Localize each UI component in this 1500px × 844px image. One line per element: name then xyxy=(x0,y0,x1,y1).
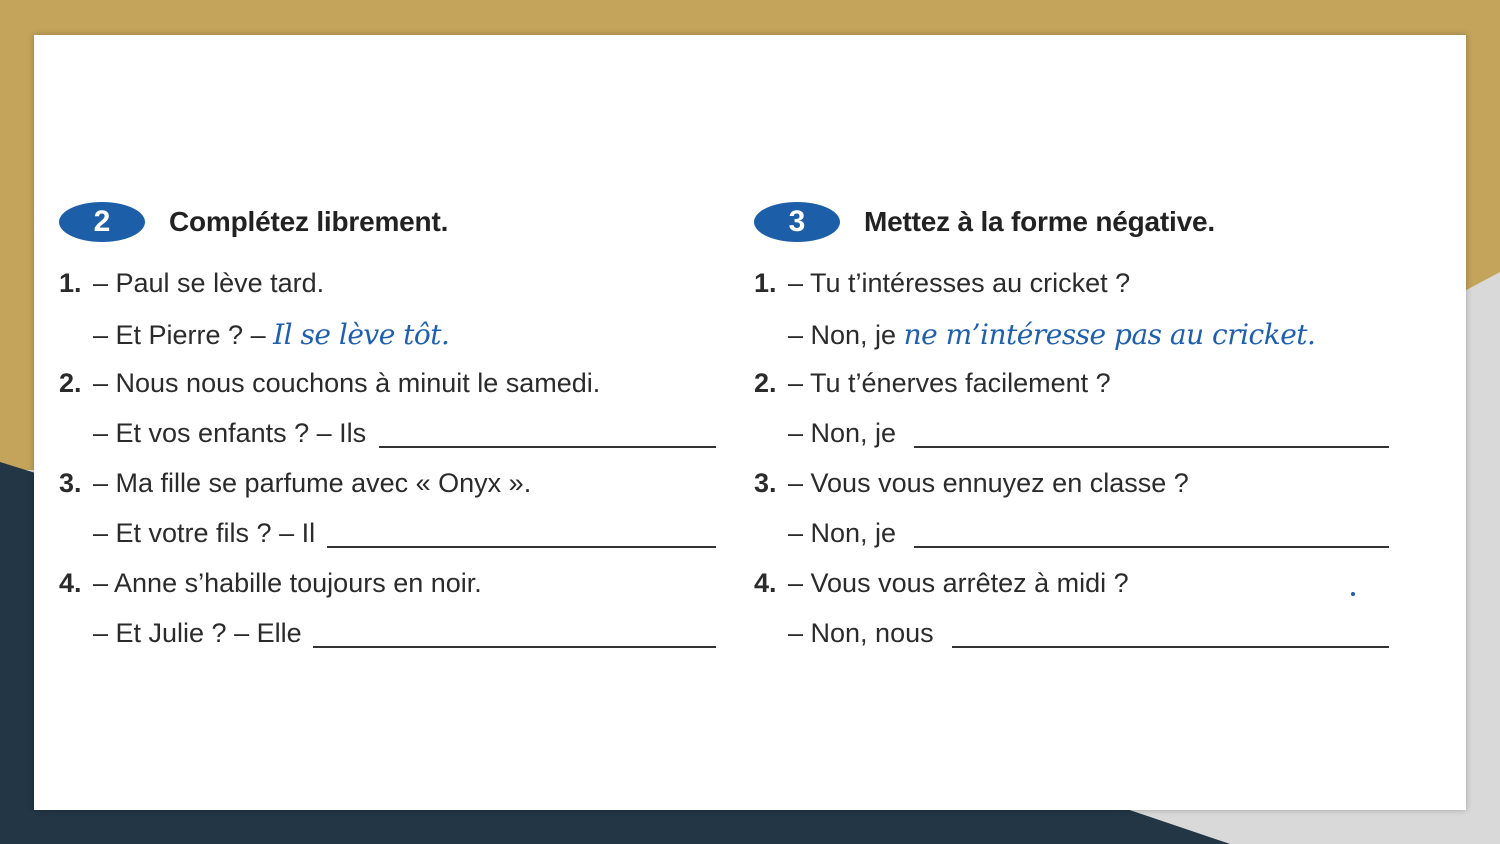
reply-line xyxy=(59,412,719,452)
reply-line xyxy=(754,312,1414,352)
reply-line xyxy=(754,612,1414,652)
statement: – Anne s’habille toujours en noir. xyxy=(93,568,482,598)
prompt: – Non, je xyxy=(788,518,897,548)
item-number: 3. xyxy=(754,468,777,498)
prompt: – Et Julie ? – Elle xyxy=(93,618,302,648)
question-line xyxy=(754,362,1414,402)
answer-blank[interactable] xyxy=(914,546,1389,548)
exercise-title: Mettez à la forme négative. xyxy=(864,206,1215,237)
ink-dot xyxy=(1351,592,1355,596)
question-line xyxy=(59,262,719,302)
answer-blank[interactable] xyxy=(379,446,716,448)
answer-blank[interactable] xyxy=(952,646,1389,648)
reply-line xyxy=(59,512,719,552)
question-line xyxy=(754,262,1414,302)
statement: – Ma fille se parfume avec « Onyx ». xyxy=(93,468,532,498)
exercise-2-header xyxy=(59,200,719,244)
question-line xyxy=(754,462,1414,502)
prompt: – Non, je xyxy=(788,320,897,350)
question-line xyxy=(59,462,719,502)
worksheet-card xyxy=(34,35,1466,810)
statement: – Nous nous couchons à minuit le samedi. xyxy=(93,368,601,398)
prompt: – Et vos enfants ? – Ils xyxy=(93,418,367,448)
handwritten-answer: Il se lève tôt. xyxy=(273,318,450,351)
reply-line xyxy=(754,512,1414,552)
exercise-number-badge: 2 xyxy=(59,202,145,242)
answer-blank[interactable] xyxy=(313,646,716,648)
statement: – Paul se lève tard. xyxy=(93,268,325,298)
prompt: – Et Pierre ? – xyxy=(93,320,266,350)
prompt: – Et votre fils ? – Il xyxy=(93,518,316,548)
exercise-title: Complétez librement. xyxy=(169,206,449,237)
statement: – Tu t’énerves facilement ? xyxy=(788,368,1111,398)
item-number: 3. xyxy=(59,468,82,498)
item-number: 2. xyxy=(59,368,82,398)
item-number: 2. xyxy=(754,368,777,398)
prompt: – Non, je xyxy=(788,418,897,448)
answer-blank[interactable] xyxy=(914,446,1389,448)
exercise-3-header xyxy=(754,200,1414,244)
item-number: 1. xyxy=(59,268,82,298)
reply-line xyxy=(59,312,719,352)
handwritten-answer: ne m’intéresse pas au cricket. xyxy=(903,318,1316,351)
answer-blank[interactable] xyxy=(327,546,716,548)
reply-line xyxy=(59,612,719,652)
prompt: – Non, nous xyxy=(788,618,934,648)
item-number: 4. xyxy=(59,568,82,598)
statement: – Vous vous ennuyez en classe ? xyxy=(788,468,1189,498)
question-line xyxy=(59,362,719,402)
item-number: 1. xyxy=(754,268,777,298)
exercise-number-badge: 3 xyxy=(754,202,840,242)
item-number: 4. xyxy=(754,568,777,598)
statement: – Vous vous arrêtez à midi ? xyxy=(788,568,1129,598)
reply-line xyxy=(754,412,1414,452)
question-line xyxy=(59,562,719,602)
question-line xyxy=(754,562,1414,602)
statement: – Tu t’intéresses au cricket ? xyxy=(788,268,1131,298)
